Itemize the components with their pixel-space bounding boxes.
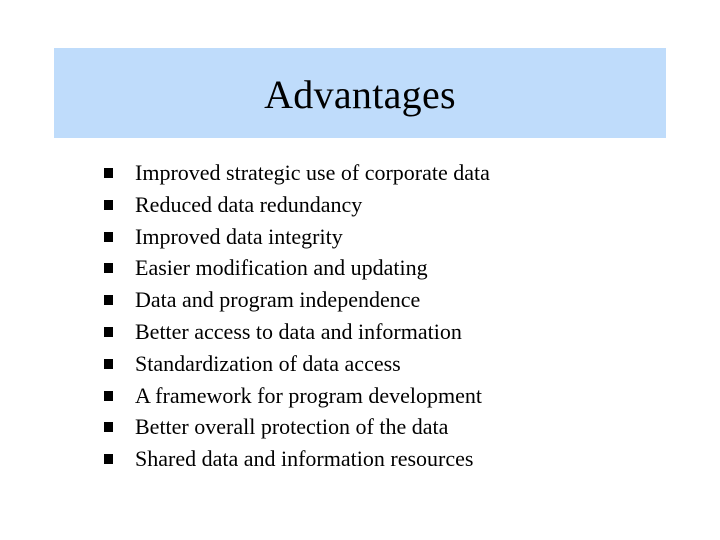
square-bullet-icon <box>104 422 113 432</box>
list-item-text: A framework for program development <box>135 382 482 408</box>
list-item-text: Improved strategic use of corporate data <box>135 160 490 185</box>
square-bullet-icon <box>104 391 113 401</box>
list-item-text: Better overall protection of the data <box>135 414 449 440</box>
square-bullet-icon <box>104 232 113 242</box>
square-bullet-icon <box>104 454 113 464</box>
title-banner <box>54 48 666 138</box>
list-item-text: Standardization of data access <box>135 350 401 376</box>
list-item-text: Improved data integrity <box>135 223 343 249</box>
square-bullet-icon <box>104 168 113 178</box>
square-bullet-icon <box>104 359 113 369</box>
slide-title: Advantages <box>264 72 456 117</box>
list-item-text: Easier modification and updating <box>135 255 428 281</box>
square-bullet-icon <box>104 295 113 305</box>
list-item-text: Reduced data redundancy <box>135 191 363 217</box>
list-item-text: Shared data and information resources <box>135 446 474 472</box>
list-item-text: Better access to data and information <box>135 318 462 344</box>
square-bullet-icon <box>104 327 113 337</box>
square-bullet-icon <box>104 200 113 210</box>
square-bullet-icon <box>104 263 113 273</box>
list-item-text: Data and program independence <box>135 287 421 313</box>
